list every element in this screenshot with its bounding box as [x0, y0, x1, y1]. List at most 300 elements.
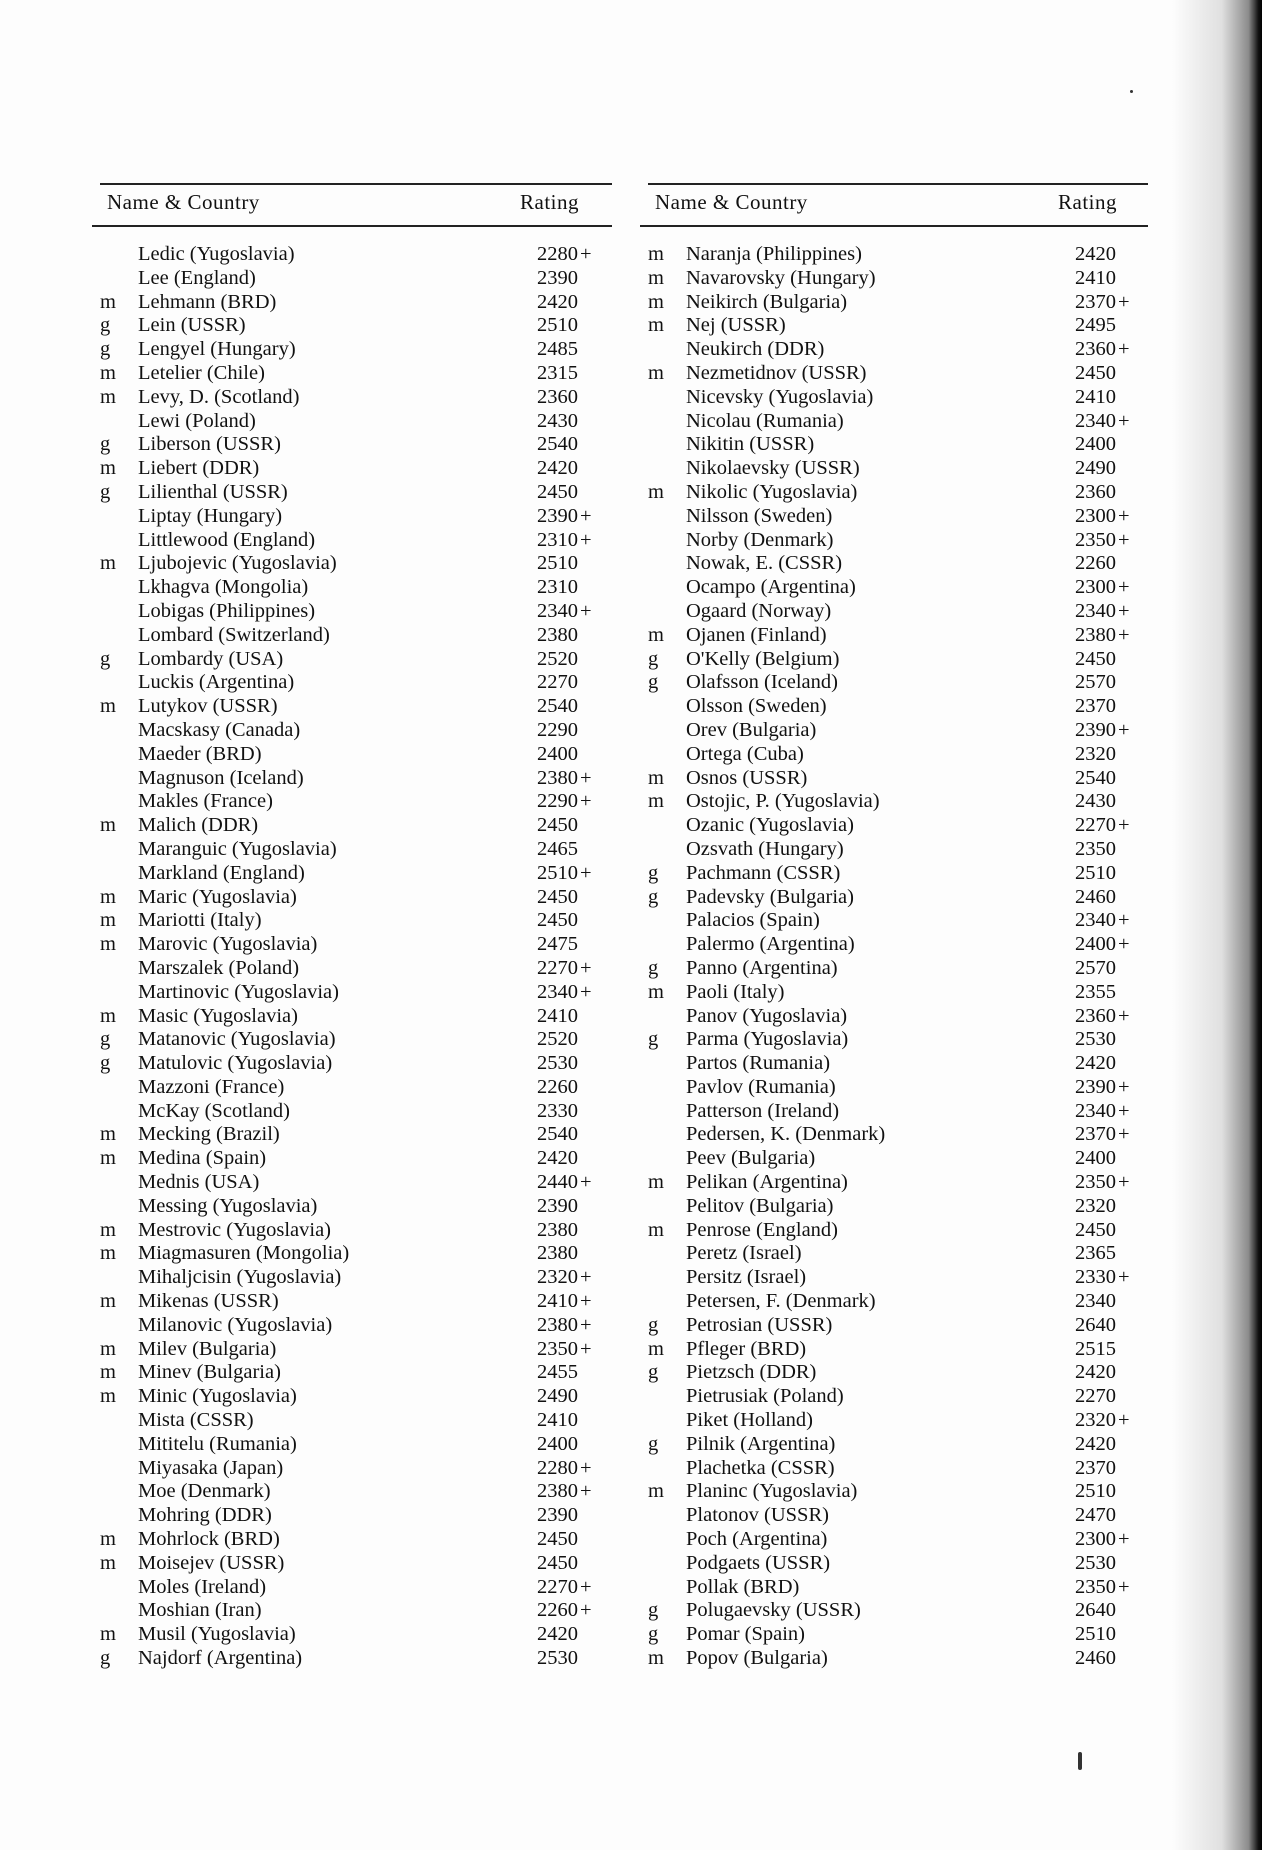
table-row: [92, 243, 612, 267]
player-rating: [1075, 790, 1118, 814]
player-rating: [537, 624, 580, 648]
player-name-country: Ozanic (Yugoslavia): [686, 814, 854, 837]
rating-value: 2360: [1075, 480, 1116, 503]
player-rating: [1075, 1028, 1118, 1052]
player-name-country: Pilnik (Argentina): [686, 1432, 836, 1455]
rating-value: 2290: [537, 718, 578, 741]
player-title: m: [648, 766, 664, 789]
table-row: [640, 1480, 1148, 1504]
rating-value: 2340: [537, 599, 578, 622]
player-rating: [537, 1266, 592, 1290]
rating-value: 2350: [537, 1337, 578, 1360]
player-name-country: Palermo (Argentina): [686, 933, 855, 956]
player-rating: [537, 695, 580, 719]
table-row: [640, 481, 1148, 505]
player-title: m: [100, 933, 116, 956]
player-name-country: Liptay (Hungary): [138, 504, 283, 527]
player-name-country: Plachetka (CSSR): [686, 1456, 835, 1479]
rating-value: 2270: [537, 1575, 578, 1598]
rating-value: 2330: [537, 1099, 578, 1122]
rating-value: 2390: [537, 1504, 578, 1527]
player-title: m: [100, 695, 116, 718]
player-name-country: Messing (Yugoslavia): [138, 1194, 318, 1217]
player-rating: [1075, 814, 1130, 838]
table-row: [92, 838, 612, 862]
player-rating: [537, 1647, 580, 1671]
player-title: m: [648, 1171, 664, 1194]
rating-value: 2530: [1075, 1028, 1116, 1051]
player-title: g: [100, 338, 111, 361]
player-rating: [537, 1528, 580, 1552]
table-row: [92, 338, 612, 362]
rating-value: 2320: [537, 1266, 578, 1289]
player-rating: [1075, 386, 1118, 410]
table-row: [92, 314, 612, 338]
table-row: [92, 909, 612, 933]
rating-plus-marker: +: [1118, 1123, 1130, 1146]
player-rating: [1075, 1005, 1130, 1029]
player-name-country: Mista (CSSR): [138, 1409, 254, 1432]
player-rating: [1075, 481, 1118, 505]
player-rating: [1075, 457, 1118, 481]
rating-value: 2570: [1075, 671, 1116, 694]
rating-value: 2450: [537, 480, 578, 503]
table-row: [640, 1005, 1148, 1029]
rating-value: 2340: [537, 980, 578, 1003]
table-row: [640, 1457, 1148, 1481]
rating-value: 2300: [1075, 1528, 1116, 1551]
table-row: [92, 410, 612, 434]
rating-plus-marker: +: [1118, 909, 1130, 932]
player-rating: [1075, 410, 1130, 434]
rating-plus-marker: +: [580, 504, 592, 527]
player-name-country: Letelier (Chile): [138, 361, 265, 384]
player-name-country: Pelikan (Argentina): [686, 1171, 848, 1194]
table-row: [640, 576, 1148, 600]
rating-value: 2270: [537, 671, 578, 694]
player-rating: [537, 671, 580, 695]
player-title: m: [100, 1123, 116, 1146]
rating-plus-marker: +: [580, 790, 592, 813]
player-title: m: [100, 1242, 116, 1265]
rating-value: 2510: [537, 552, 578, 575]
rating-value: 2400: [1075, 433, 1116, 456]
player-rating: [537, 886, 580, 910]
player-name-country: Lkhagva (Mongolia): [138, 576, 309, 599]
rating-plus-marker: +: [1118, 1409, 1130, 1432]
player-title: g: [100, 480, 111, 503]
rating-value: 2300: [1075, 504, 1116, 527]
player-title: m: [648, 266, 664, 289]
table-row: [92, 1219, 612, 1243]
player-title: g: [100, 647, 111, 670]
player-title: m: [100, 552, 116, 575]
table-row: [92, 981, 612, 1005]
table-row: [640, 790, 1148, 814]
player-rating: [1075, 862, 1118, 886]
player-name-country: Pollak (BRD): [686, 1575, 800, 1598]
player-rating: [537, 909, 580, 933]
table-row: [92, 743, 612, 767]
rating-value: 2340: [1075, 599, 1116, 622]
player-name-country: Nikitin (USSR): [686, 433, 815, 456]
player-name-country: Peretz (Israel): [686, 1242, 802, 1265]
player-rating: [1075, 1552, 1118, 1576]
table-row: [92, 1623, 612, 1647]
rating-value: 2390: [1075, 1075, 1116, 1098]
player-name-country: Maric (Yugoslavia): [138, 885, 297, 908]
rating-value: 2570: [1075, 956, 1116, 979]
player-rating: [1075, 886, 1118, 910]
header-rule-bottom: [640, 225, 1148, 227]
rating-plus-marker: +: [580, 1266, 592, 1289]
table-row: [640, 1028, 1148, 1052]
table-row: [92, 1552, 612, 1576]
player-rating: [1075, 1576, 1130, 1600]
player-name-country: Partos (Rumania): [686, 1052, 831, 1075]
player-rating: [1075, 1528, 1130, 1552]
player-name-country: Parma (Yugoslavia): [686, 1028, 849, 1051]
player-rating: [537, 1457, 592, 1481]
table-row: [640, 433, 1148, 457]
player-rating: [1075, 1457, 1118, 1481]
player-title: m: [100, 1361, 116, 1384]
table-row: [640, 1052, 1148, 1076]
player-name-country: Panov (Yugoslavia): [686, 1004, 848, 1027]
player-rating: [537, 291, 580, 315]
player-name-country: Nej (USSR): [686, 314, 786, 337]
player-rating: [1075, 1409, 1130, 1433]
player-name-country: Polugaevsky (USSR): [686, 1599, 861, 1622]
table-row: [92, 1052, 612, 1076]
player-name-country: Mohring (DDR): [138, 1504, 272, 1527]
rating-value: 2510: [1075, 861, 1116, 884]
player-title: m: [100, 385, 116, 408]
rating-value: 2640: [1075, 1313, 1116, 1336]
player-title: m: [648, 623, 664, 646]
rating-plus-marker: +: [1118, 1004, 1130, 1027]
player-name-country: Lombard (Switzerland): [138, 623, 330, 646]
column-header-name-country: Name & Country: [107, 190, 260, 214]
column-header-rating: Rating: [520, 190, 579, 214]
rating-plus-marker: +: [580, 766, 592, 789]
player-rating: [537, 529, 592, 553]
player-title: g: [648, 1361, 659, 1384]
rating-value: 2430: [537, 409, 578, 432]
player-name-country: Lehmann (BRD): [138, 290, 277, 313]
table-row: [92, 1171, 612, 1195]
player-rating: [537, 838, 580, 862]
table-row: [92, 267, 612, 291]
player-rating: [537, 1314, 592, 1338]
player-rating: [1075, 362, 1118, 386]
player-rating: [1075, 1480, 1118, 1504]
player-name-country: Mestrovic (Yugoslavia): [138, 1218, 331, 1241]
player-rating: [1075, 743, 1118, 767]
player-name-country: Ogaard (Norway): [686, 599, 832, 622]
table-row: [640, 1528, 1148, 1552]
player-name-country: Lombardy (USA): [138, 647, 284, 670]
player-title: g: [648, 861, 659, 884]
table-row: [92, 1599, 612, 1623]
player-title: g: [648, 956, 659, 979]
rating-plus-marker: +: [580, 1171, 592, 1194]
player-title: g: [100, 433, 111, 456]
table-row: [640, 338, 1148, 362]
player-name-country: Mednis (USA): [138, 1171, 260, 1194]
player-rating: [1075, 624, 1130, 648]
rating-value: 2430: [1075, 790, 1116, 813]
rating-value: 2260: [537, 1599, 578, 1622]
player-name-country: Littlewood (England): [138, 528, 316, 551]
player-title: m: [648, 290, 664, 313]
player-name-country: Lilienthal (USSR): [138, 480, 288, 503]
player-rating: [537, 1100, 580, 1124]
rating-value: 2380: [537, 766, 578, 789]
table-row: [640, 1171, 1148, 1195]
table-row: [92, 1385, 612, 1409]
player-name-country: Makles (France): [138, 790, 273, 813]
rating-value: 2400: [537, 742, 578, 765]
player-name-country: Petersen, F. (Denmark): [686, 1290, 876, 1313]
player-rating: [537, 1123, 580, 1147]
table-row: [92, 1123, 612, 1147]
rating-value: 2420: [1075, 1052, 1116, 1075]
player-name-country: Mazzoni (France): [138, 1075, 285, 1098]
player-rating: [537, 1219, 580, 1243]
table-row: [92, 433, 612, 457]
rating-value: 2290: [537, 790, 578, 813]
player-rating: [537, 505, 592, 529]
rating-value: 2420: [537, 1147, 578, 1170]
rating-value: 2370: [1075, 1456, 1116, 1479]
rating-plus-marker: +: [580, 1290, 592, 1313]
player-name-country: Magnuson (Iceland): [138, 766, 304, 789]
player-rating: [537, 1433, 580, 1457]
rating-plus-marker: +: [1118, 1528, 1130, 1551]
table-row: [640, 1314, 1148, 1338]
player-rating: [1075, 1219, 1118, 1243]
table-row: [640, 838, 1148, 862]
player-rating: [1075, 1290, 1118, 1314]
table-row: [92, 1361, 612, 1385]
table-row: [640, 1195, 1148, 1219]
player-title: m: [648, 980, 664, 1003]
table-row: [92, 1528, 612, 1552]
player-title: m: [100, 1147, 116, 1170]
rating-plus-marker: +: [1118, 599, 1130, 622]
player-rating: [537, 1147, 580, 1171]
rating-plus-marker: +: [580, 1575, 592, 1598]
table-row: [92, 386, 612, 410]
rating-value: 2390: [537, 266, 578, 289]
rating-value: 2410: [537, 1409, 578, 1432]
rating-value: 2420: [1075, 1361, 1116, 1384]
player-name-country: Matanovic (Yugoslavia): [138, 1028, 336, 1051]
table-row: [640, 933, 1148, 957]
table-row: [92, 767, 612, 791]
player-name-country: Mititelu (Rumania): [138, 1432, 297, 1455]
player-rating: [537, 1195, 580, 1219]
rating-value: 2450: [537, 909, 578, 932]
rating-value: 2490: [1075, 457, 1116, 480]
player-title: g: [648, 1432, 659, 1455]
rating-plus-marker: +: [580, 1480, 592, 1503]
rating-value: 2410: [1075, 385, 1116, 408]
table-row: [640, 671, 1148, 695]
player-rating: [537, 1480, 592, 1504]
rating-value: 2420: [537, 290, 578, 313]
rating-value: 2280: [537, 243, 578, 265]
table-row: [640, 1361, 1148, 1385]
table-row: [92, 481, 612, 505]
rating-value: 2420: [1075, 243, 1116, 265]
player-rating: [537, 433, 580, 457]
rating-value: 2340: [1075, 1290, 1116, 1313]
table-row: [92, 600, 612, 624]
player-rating: [1075, 1314, 1118, 1338]
player-rating: [1075, 600, 1130, 624]
player-rating: [537, 600, 592, 624]
player-name-country: Mariotti (Italy): [138, 909, 262, 932]
table-row: [640, 719, 1148, 743]
player-title: m: [100, 909, 116, 932]
player-name-country: Paoli (Italy): [686, 980, 785, 1003]
table-row: [92, 790, 612, 814]
table-row: [92, 1338, 612, 1362]
rating-value: 2370: [1075, 695, 1116, 718]
page-binding-shadow: [1172, 0, 1262, 1850]
table-row: [92, 719, 612, 743]
table-row: [92, 695, 612, 719]
player-rating: [537, 481, 580, 505]
player-rating: [1075, 695, 1118, 719]
rating-value: 2340: [1075, 1099, 1116, 1122]
table-row: [92, 291, 612, 315]
table-row: [640, 1409, 1148, 1433]
player-name-country: Pachmann (CSSR): [686, 861, 841, 884]
player-rating: [537, 1385, 580, 1409]
table-row: [640, 1147, 1148, 1171]
rating-plus-marker: +: [580, 1313, 592, 1336]
rating-plus-marker: +: [580, 980, 592, 1003]
player-rating: [537, 410, 580, 434]
rating-plus-marker: +: [1118, 1171, 1130, 1194]
player-title: g: [648, 671, 659, 694]
player-name-country: Popov (Bulgaria): [686, 1647, 828, 1670]
rating-value: 2485: [537, 338, 578, 361]
table-row: [92, 862, 612, 886]
player-title: m: [648, 1218, 664, 1241]
player-title: m: [100, 814, 116, 837]
player-name-country: Pomar (Spain): [686, 1623, 805, 1646]
player-name-country: Lobigas (Philippines): [138, 599, 316, 622]
rating-value: 2315: [537, 361, 578, 384]
player-name-country: Liebert (DDR): [138, 457, 260, 480]
player-name-country: Osnos (USSR): [686, 766, 808, 789]
player-name-country: Masic (Yugoslavia): [138, 1004, 298, 1027]
rating-value: 2450: [537, 814, 578, 837]
player-name-country: Mohrlock (BRD): [138, 1528, 280, 1551]
table-row: [640, 243, 1148, 267]
rating-value: 2350: [1075, 1171, 1116, 1194]
table-row: [640, 695, 1148, 719]
rating-value: 2380: [537, 1313, 578, 1336]
table-row: [640, 1266, 1148, 1290]
player-rating: [537, 790, 592, 814]
player-rating: [537, 1623, 580, 1647]
table-row: [640, 457, 1148, 481]
player-name-country: Ostojic, P. (Yugoslavia): [686, 790, 880, 813]
table-row: [92, 1076, 612, 1100]
table-row: [92, 957, 612, 981]
table-row: [92, 1242, 612, 1266]
rating-plus-marker: +: [1118, 933, 1130, 956]
rating-value: 2470: [1075, 1504, 1116, 1527]
rating-value: 2510: [1075, 1623, 1116, 1646]
rating-value: 2310: [537, 528, 578, 551]
table-row: [640, 291, 1148, 315]
player-name-country: Moshian (Iran): [138, 1599, 262, 1622]
player-name-country: Podgaets (USSR): [686, 1551, 831, 1574]
rating-value: 2640: [1075, 1599, 1116, 1622]
rating-value: 2260: [1075, 552, 1116, 575]
table-row: [92, 1433, 612, 1457]
player-rating: [537, 743, 580, 767]
table-row: [640, 386, 1148, 410]
player-name-country: Medina (Spain): [138, 1147, 267, 1170]
rating-plus-marker: +: [1118, 576, 1130, 599]
player-rating: [537, 1171, 592, 1195]
player-name-country: Malich (DDR): [138, 814, 259, 837]
rating-value: 2360: [1075, 1004, 1116, 1027]
table-row: [92, 1005, 612, 1029]
player-name-country: Moe (Denmark): [138, 1480, 271, 1503]
player-name-country: Nicolau (Rumania): [686, 409, 844, 432]
player-rating: [1075, 1266, 1130, 1290]
player-title: m: [100, 1290, 116, 1313]
table-row: [640, 648, 1148, 672]
player-rating: [1075, 267, 1118, 291]
player-name-country: Nicevsky (Yugoslavia): [686, 385, 874, 408]
table-row: [92, 933, 612, 957]
rating-plus-marker: +: [1118, 1075, 1130, 1098]
rating-value: 2490: [537, 1385, 578, 1408]
player-rating: [537, 1076, 580, 1100]
player-name-country: Musil (Yugoslavia): [138, 1623, 296, 1646]
player-rating: [1075, 505, 1130, 529]
table-row: [92, 1028, 612, 1052]
player-rating: [537, 1599, 592, 1623]
rating-plus-marker: +: [1118, 718, 1130, 741]
player-name-country: Matulovic (Yugoslavia): [138, 1052, 333, 1075]
rating-plus-marker: +: [1118, 814, 1130, 837]
table-row: [92, 671, 612, 695]
table-row: [640, 600, 1148, 624]
player-name-country: Liberson (USSR): [138, 433, 281, 456]
player-title: m: [100, 885, 116, 908]
rating-value: 2330: [1075, 1266, 1116, 1289]
header-rule-bottom: [92, 225, 612, 227]
table-row: [640, 1338, 1148, 1362]
player-title: m: [648, 1337, 664, 1360]
table-row: [92, 1480, 612, 1504]
player-name-country: Neukirch (DDR): [686, 338, 825, 361]
player-title: m: [100, 457, 116, 480]
table-row: [640, 743, 1148, 767]
rating-value: 2450: [1075, 647, 1116, 670]
player-title: m: [648, 480, 664, 503]
